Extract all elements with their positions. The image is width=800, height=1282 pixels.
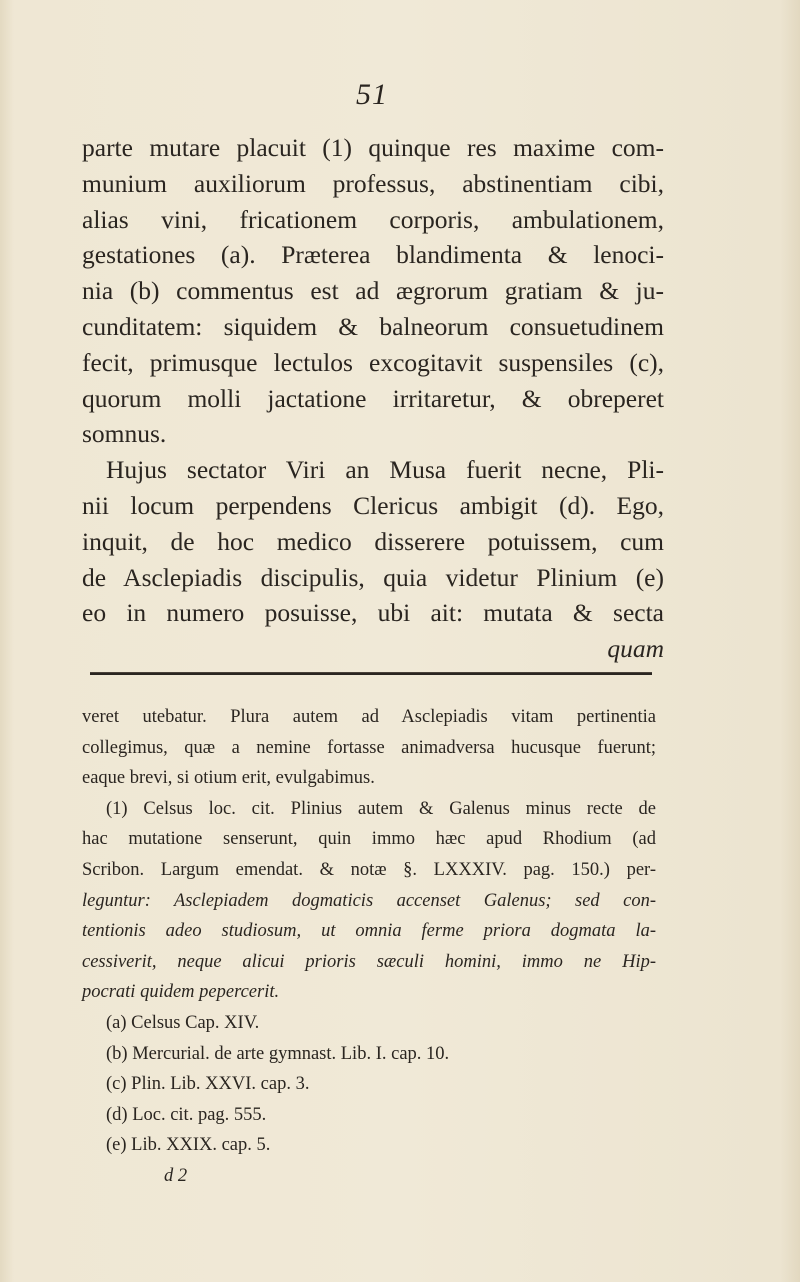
reference-e: (e) Lib. XXIX. cap. 5.	[106, 1135, 271, 1156]
main-line: fecit, primusque lectulos excogitavit suspensiles (c),	[82, 347, 664, 377]
footnote-line: pocrati quidem pepercerit.	[82, 982, 280, 1003]
main-line: somnus.	[82, 419, 167, 449]
main-line: cunditatem: siquidem & balneorum consuetudinem	[82, 311, 664, 341]
footnote-line: tentionis adeo studiosum, ut omnia ferme priora dogmata la-	[82, 921, 656, 942]
main-line: munium auxiliorum professus, abstinentiam cibi,	[82, 168, 664, 198]
main-line: eo in numero posuisse, ubi ait: mutata & secta	[82, 598, 664, 628]
main-line: alias vini, fricationem corporis, ambulationem,	[82, 204, 664, 234]
footnote-line: collegimus, quæ a nemine fortasse animadversa hucusque fuerunt;	[82, 737, 656, 758]
main-line: de Asclepiadis discipulis, quia videtur Plinium (e)	[82, 562, 664, 592]
footnote-line: hac mutatione senserunt, quin immo hæc apud Rhodium (ad	[82, 829, 656, 850]
footnote-line: Scribon. Largum emendat. & notæ §. LXXXIV. pag. 150.) per-	[82, 859, 656, 880]
footnote-line: cessiverit, neque alicui prioris sæculi homini, immo ne Hip-	[82, 951, 656, 972]
catchword: quam	[607, 634, 664, 664]
reference-d: (d) Loc. cit. pag. 555.	[106, 1104, 267, 1125]
footnote-line: veret utebatur. Plura autem ad Asclepiadis vitam pertinentia	[82, 707, 656, 727]
main-line: quorum molli jactatione irritaretur, & obreperet	[82, 383, 664, 413]
reference-a: (a) Celsus Cap. XIV.	[106, 1012, 260, 1033]
main-line: Hujus sectator Viri an Musa fuerit necne, Pli-	[106, 455, 664, 485]
main-line: parte mutare placuit (1) quinque res maxime com-	[82, 133, 664, 162]
reference-c: (c) Plin. Lib. XXVI. cap. 3.	[106, 1074, 310, 1095]
reference-b: (b) Mercurial. de arte gymnast. Lib. I. cap. 10.	[106, 1043, 450, 1064]
main-text	[82, 130, 664, 667]
main-line: gestationes (a). Præterea blandimenta & lenoci-	[82, 240, 664, 270]
footnote-line: leguntur: Asclepiadem dogmaticis accenset Galenus; sed con-	[82, 890, 656, 911]
footnote-line: (1) Celsus loc. cit. Plinius autem & Galenus minus recte de	[106, 798, 656, 819]
footnote-divider	[90, 672, 652, 675]
main-line: inquit, de hoc medico disserere potuissem, cum	[82, 526, 664, 556]
main-line: nia (b) commentus est ad ægrorum gratiam & ju-	[82, 276, 664, 306]
footnote-line: eaque brevi, si otium erit, evulgabimus.	[82, 768, 375, 789]
footnotes	[82, 702, 656, 1192]
signature-mark: d 2	[164, 1165, 188, 1186]
main-line: nii locum perpendens Clericus ambigit (d). Ego,	[82, 490, 664, 520]
page-number: 51	[356, 78, 388, 111]
